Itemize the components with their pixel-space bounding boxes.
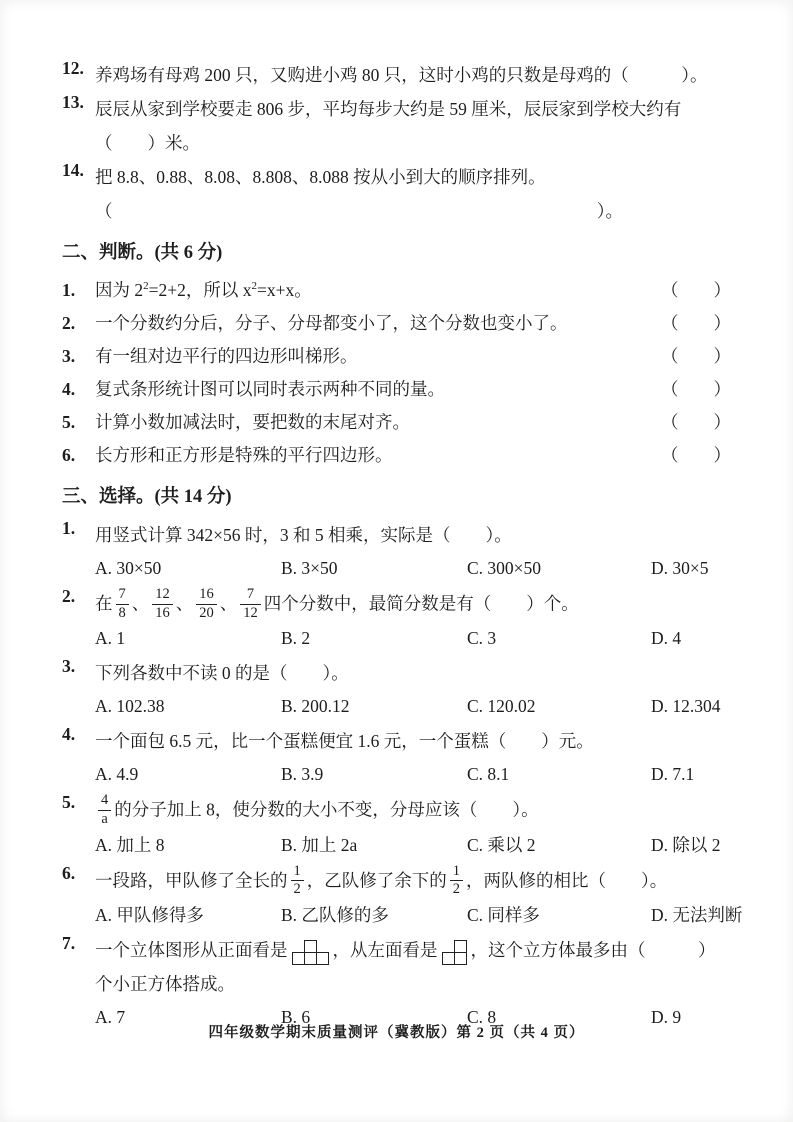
text-line <box>95 656 743 690</box>
question-number: 12. <box>62 58 84 78</box>
fraction <box>450 864 463 898</box>
option-a: A. 7 <box>95 1006 126 1027</box>
options-row <box>95 829 743 862</box>
option-a: A. 甲队修得多 <box>95 904 204 925</box>
fraction-denominator: 20 <box>199 604 214 621</box>
statement-text <box>95 340 661 373</box>
text-run: =2+2，所以 x <box>148 280 252 300</box>
fraction-numerator: 7 <box>240 587 261 605</box>
front-view-shape <box>292 940 329 965</box>
text-line <box>95 792 743 828</box>
question-stem <box>95 586 743 622</box>
text-line <box>95 160 743 194</box>
choice-question-3 <box>62 656 743 723</box>
text-run: 、 <box>175 593 194 614</box>
fill-item-13 <box>62 92 743 160</box>
question-number: 2. <box>62 313 76 333</box>
option-c: C. 300×50 <box>467 558 542 578</box>
side-view-shape <box>442 940 467 965</box>
question-number: 4. <box>62 379 76 399</box>
question-text <box>95 92 743 160</box>
option-b: B. 3×50 <box>281 558 338 578</box>
answer-bracket: （ ） <box>661 313 731 333</box>
answer-bracket: （ ） <box>661 445 731 465</box>
options-row <box>95 552 743 585</box>
options-row <box>95 758 743 791</box>
option-a: A. 1 <box>95 628 126 649</box>
fraction-denominator: 8 <box>118 604 126 621</box>
close-bracket: ）。 <box>596 201 623 221</box>
answer-bracket: （ ） <box>661 346 731 366</box>
statement-text <box>95 439 661 472</box>
question-stem <box>95 933 743 1001</box>
answer-bracket: （ ） <box>661 280 731 300</box>
judge-item <box>62 307 743 340</box>
fraction-denominator: 2 <box>293 881 301 898</box>
fraction-denominator: 16 <box>155 604 170 621</box>
fill-in-blanks-section <box>62 58 743 228</box>
fraction-numerator: 4 <box>98 793 111 811</box>
text-line <box>95 967 743 1001</box>
choice-question-5 <box>62 792 743 861</box>
answer-blank-line <box>95 194 623 228</box>
option-d: D. 12.304 <box>651 696 721 717</box>
text-line <box>95 340 661 373</box>
fraction-numerator: 16 <box>196 587 217 605</box>
question-text <box>95 58 743 92</box>
fraction-denominator: 12 <box>243 604 258 621</box>
text-run: ，两队修的相比（ ）。 <box>466 870 668 891</box>
text-run: 一个分数约分后，分子、分母都变小了，这个分数也变小了。 <box>95 313 568 333</box>
option-b: B. 2 <box>281 628 311 649</box>
fraction <box>152 587 173 621</box>
question-number: 1. <box>62 280 76 300</box>
text-run: 辰辰从家到学校要走 806 步，平均每步大约是 59 厘米，辰辰家到学校大约有 <box>95 99 682 119</box>
section-title-judge: 二、判断。(共 6 分) <box>62 243 223 263</box>
answer-bracket: （ ） <box>661 379 731 399</box>
text-run: 个小正方体搭成。 <box>95 973 235 994</box>
text-run: 一个面包 6.5 元，比一个蛋糕便宜 1.6 元，一个蛋糕（ ）元。 <box>95 731 594 752</box>
text-line <box>95 92 743 126</box>
option-b: B. 乙队修的多 <box>281 904 389 925</box>
text-run: 、 <box>219 593 238 614</box>
text-run: 的分子加上 8，使分数的大小不变，分母应该（ ）。 <box>114 799 539 820</box>
text-run: 有一组对边平行的四边形叫梯形。 <box>95 346 358 366</box>
text-run: ，这个立方体最多由（ ） <box>470 939 716 960</box>
statement-text <box>95 274 661 307</box>
fraction-denominator: 2 <box>452 881 460 898</box>
option-c: C. 乘以 2 <box>467 834 536 855</box>
option-a: A. 30×50 <box>95 558 162 578</box>
question-number: 3. <box>62 346 76 366</box>
option-d: D. 4 <box>651 628 682 649</box>
multiple-choice-section <box>62 482 743 1034</box>
text-run: 一个立体图形从正面看是 <box>95 939 288 960</box>
text-line <box>95 586 743 622</box>
text-line <box>95 126 743 160</box>
judge-item <box>62 406 743 439</box>
text-run: 长方形和正方形是特殊的平行四边形。 <box>95 445 393 465</box>
statement-text <box>95 406 661 439</box>
text-run: 把 8.8、0.88、8.08、8.808、8.088 按从小到大的顺序排列。 <box>95 167 546 187</box>
page-footer: 四年级数学期末质量测评（冀教版）第 2 页（共 4 页） <box>208 1025 585 1041</box>
text-line <box>95 274 661 307</box>
choice-question-1 <box>62 518 743 585</box>
text-line <box>95 373 661 406</box>
text-run: 一段路，甲队修了全长的 <box>95 870 288 891</box>
question-number: 13. <box>62 92 84 112</box>
fraction <box>291 864 304 898</box>
text-run: ，乙队修了余下的 <box>306 870 447 891</box>
choice-question-7 <box>62 933 743 1034</box>
text-run: 复式条形统计图可以同时表示两种不同的量。 <box>95 379 445 399</box>
text-run: =x+x。 <box>257 280 312 300</box>
text-line <box>95 58 743 92</box>
option-d: D. 7.1 <box>651 764 695 785</box>
judge-item <box>62 274 743 307</box>
text-run: ，从左面看是 <box>332 939 438 960</box>
text-run: 、 <box>131 593 150 614</box>
cube-cell <box>316 952 329 965</box>
judge-item <box>62 340 743 373</box>
question-number: 14. <box>62 160 84 180</box>
fraction <box>116 587 129 621</box>
superscript: 2 <box>143 280 149 293</box>
choice-question-4 <box>62 724 743 791</box>
option-c: C. 8 <box>467 1006 497 1027</box>
superscript: 2 <box>251 280 257 293</box>
cube-cell <box>454 952 467 965</box>
option-d: D. 无法判断 <box>651 904 743 925</box>
option-b: B. 6 <box>281 1006 311 1027</box>
text-run: 用竖式计算 342×56 时，3 和 5 相乘，实际是（ ）。 <box>95 525 512 545</box>
option-a: A. 102.38 <box>95 696 165 717</box>
question-stem <box>95 724 743 758</box>
question-number: 2. <box>62 586 76 606</box>
question-number: 4. <box>62 724 76 745</box>
judgment-section <box>62 238 743 472</box>
option-c: C. 同样多 <box>467 904 540 925</box>
text-run: 四个分数中，最简分数是有（ ）个。 <box>263 593 579 614</box>
option-d: D. 30×5 <box>651 558 709 578</box>
text-line <box>95 863 743 899</box>
options-row <box>95 690 743 723</box>
options-row <box>95 622 743 655</box>
text-line <box>95 933 743 967</box>
option-b: B. 3.9 <box>281 764 324 785</box>
option-d: D. 除以 2 <box>651 834 721 855</box>
text-run: （ ）米。 <box>95 133 200 153</box>
judge-item <box>62 439 743 472</box>
question-number: 6. <box>62 862 76 883</box>
question-number: 5. <box>62 792 76 813</box>
question-number: 7. <box>62 932 76 953</box>
text-run: 计算小数加减法时，要把数的末尾对齐。 <box>95 412 410 432</box>
text-run: 在 <box>95 593 113 614</box>
option-c: C. 120.02 <box>467 696 536 717</box>
text-line <box>95 307 661 340</box>
fraction-numerator: 1 <box>291 864 304 882</box>
question-stem <box>95 656 743 690</box>
question-line <box>95 160 743 194</box>
text-line <box>95 439 661 472</box>
statement-text <box>95 373 661 406</box>
statement-text <box>95 307 661 340</box>
option-b: B. 200.12 <box>281 696 350 717</box>
fraction-numerator: 7 <box>116 587 129 605</box>
section-title-choice: 三、选择。(共 14 分) <box>62 487 232 507</box>
judge-item <box>62 373 743 406</box>
fraction <box>98 793 111 827</box>
question-number: 5. <box>62 412 76 432</box>
question-text <box>95 160 743 228</box>
option-c: C. 8.1 <box>467 764 510 785</box>
question-number: 6. <box>62 445 76 465</box>
question-stem <box>95 792 743 828</box>
fraction <box>196 587 217 621</box>
option-c: C. 3 <box>467 628 497 649</box>
fraction-denominator: a <box>101 810 108 827</box>
fraction-numerator: 1 <box>450 864 463 882</box>
fill-item-12 <box>62 58 743 92</box>
option-a: A. 4.9 <box>95 764 139 785</box>
choice-question-2 <box>62 586 743 655</box>
text-run: 下列各数中不读 0 的是（ ）。 <box>95 663 349 684</box>
option-b: B. 加上 2a <box>281 834 358 855</box>
question-stem <box>95 863 743 899</box>
answer-bracket: （ ） <box>661 412 731 432</box>
fraction-numerator: 12 <box>152 587 173 605</box>
fraction <box>240 587 261 621</box>
option-d: D. 9 <box>651 1006 682 1027</box>
question-number: 3. <box>62 656 76 677</box>
question-number: 1. <box>62 518 76 538</box>
text-line <box>95 406 661 439</box>
text-run: 养鸡场有母鸡 200 只，又购进小鸡 80 只，这时小鸡的只数是母鸡的（ ）。 <box>95 65 708 85</box>
open-bracket: （ <box>95 201 113 221</box>
question-stem <box>95 518 743 552</box>
choice-question-6 <box>62 863 743 932</box>
text-line <box>95 518 743 552</box>
option-a: A. 加上 8 <box>95 834 165 855</box>
text-line <box>95 724 743 758</box>
text-run: 因为 2 <box>95 280 144 300</box>
fill-item-14 <box>62 160 743 228</box>
options-row <box>95 899 743 932</box>
